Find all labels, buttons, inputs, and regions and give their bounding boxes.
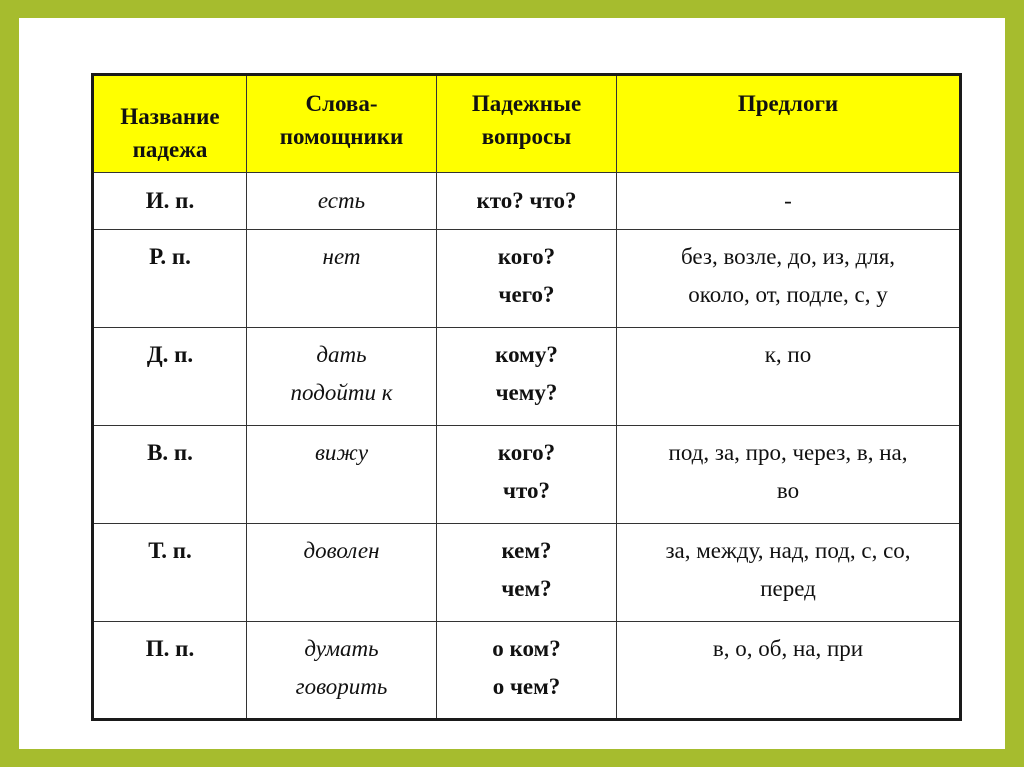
case-questions-cell: о ком? о чем? (437, 622, 617, 720)
prepositions-cell: к, по (617, 328, 961, 426)
prepositions-cell: без, возле, до, из, для, около, от, подле, с, у (617, 230, 961, 328)
helper-words-cell: есть (247, 173, 437, 230)
table-row (93, 426, 961, 524)
table-row (93, 230, 961, 328)
prepositions-cell: под, за, про, через, в, на, во (617, 426, 961, 524)
header-helper-words: Слова- помощники (247, 75, 437, 173)
header-case-questions: Падежные вопросы (437, 75, 617, 173)
case-name-cell: В. п. (93, 426, 247, 524)
case-questions-cell: кого? что? (437, 426, 617, 524)
header-case-name: Название падежа (93, 75, 247, 173)
case-name-cell: П. п. (93, 622, 247, 720)
case-name-cell: Т. п. (93, 524, 247, 622)
case-name-cell: Д. п. (93, 328, 247, 426)
header-row (93, 75, 961, 173)
prepositions-cell: за, между, над, под, с, со, перед (617, 524, 961, 622)
helper-words-cell: думать говорить (247, 622, 437, 720)
case-name-cell: И. п. (93, 173, 247, 230)
helper-words-cell: дать подойти к (247, 328, 437, 426)
header-prepositions: Предлоги (617, 75, 961, 173)
case-questions-cell: кому? чему? (437, 328, 617, 426)
helper-words-cell: доволен (247, 524, 437, 622)
helper-words-cell: вижу (247, 426, 437, 524)
prepositions-cell: - (617, 173, 961, 230)
slide (19, 18, 1005, 749)
cases-table (91, 73, 962, 721)
table-row (93, 173, 961, 230)
case-questions-cell: кого? чего? (437, 230, 617, 328)
table-row (93, 524, 961, 622)
helper-words-cell: нет (247, 230, 437, 328)
table-row (93, 328, 961, 426)
prepositions-cell: в, о, об, на, при (617, 622, 961, 720)
case-name-cell: Р. п. (93, 230, 247, 328)
case-questions-cell: кто? что? (437, 173, 617, 230)
table-row (93, 622, 961, 720)
case-questions-cell: кем? чем? (437, 524, 617, 622)
